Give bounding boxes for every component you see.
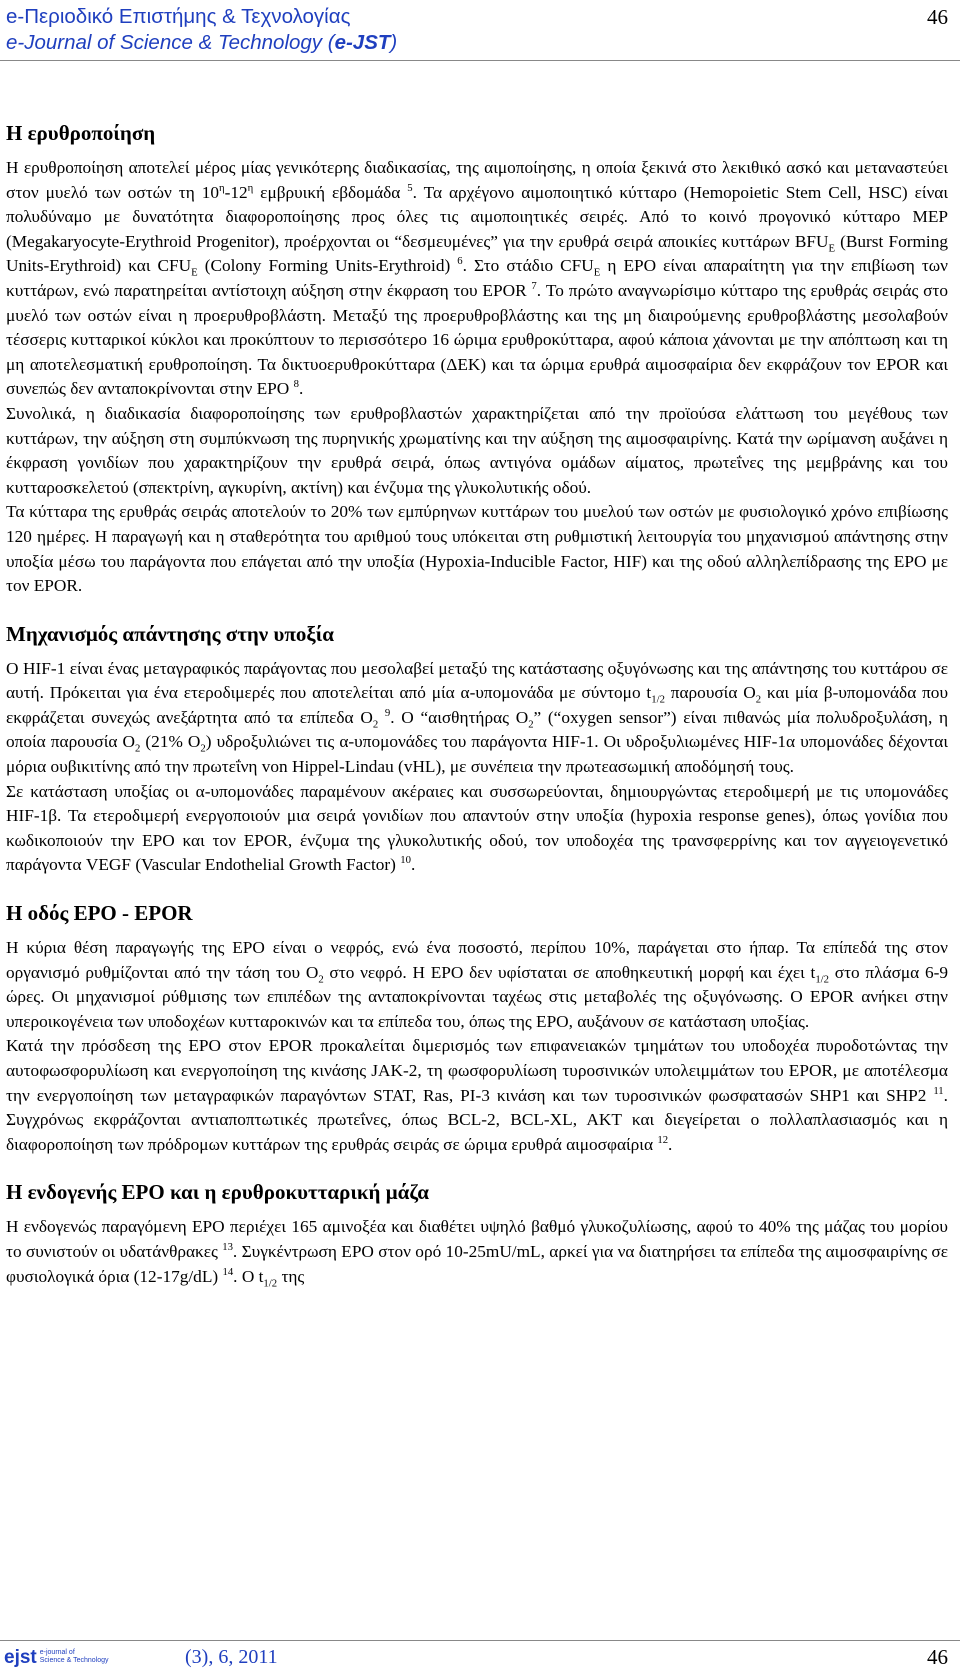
header-divider	[0, 60, 960, 61]
section-heading-hypoxia-response: Μηχανισμός απάντησης στην υποξία	[6, 621, 334, 646]
page-number-top: 46	[927, 5, 948, 29]
paragraph: Η ενδογενώς παραγόμενη EPO περιέχει 165 αμινοξέα και διαθέτει υψηλό βαθμό γλυκοζυλίωσης, αφού το 40% της μάζας του μορίου το συνιστούν οι υδατάνθρακες $^{13}$. Συγκέντρωση EPO στον ορό 10-25mU/mL, αρκεί για να διατηρήσει τα επίπεδα της αιμοσφαιρίνης σε φυσιολογικά όρια (12-17g/dL) $^{14}$. Ο $t_{1/2}$ της	[6, 1217, 949, 1290]
section-heading-epo-epor: Η οδός EPO - EPOR	[6, 901, 193, 926]
paragraph: Η ερυθροποίηση αποτελεί μέρος μίας γενικότερης διαδικασίας, της αιμοποίησης, η οποία ξεκινά στο λεκιθικό ασκό και μεταναστεύει στον μυελό των οστών τη $10^\eta-12^\eta$ εμβρυική εβδομάδα $^5$. Τα αρχέγονο αιμοποιητικό κύτταρο (Hemopoietic Stem Cell, HSC) είναι πολυδύναμο με δυνατότητα διαφοροποίησης προς όλες τις αιμοποιητικές σειρές. Από το κοινό προγονικό κύτταρο MEP (Megakaryocyte-Erythroid Progenitor), προέρχονται οι “δεσμευμένες” για την ερυθρά σειρά αποικίες κυττάρων $BFU_E$ (Burst Forming Units-Erythroid) και $CFU_E$ (Colony Forming Units-Erythroid) $^6$. Στο στάδιο $CFU_E$ η EPO είναι απαραίτητη για την επιβίωση των κυττάρων, ενώ παρατηρείται αντίστοιχη αύξηση στην έκφραση του EPOR $^7$. Το πρώτο αναγνωρίσιμο κύτταρο της ερυθράς σειράς στο μυελό των οστών είναι η προερυθροβλάστη. Μεταξύ της προερυθροβλάστης και της μη διαιρούμενης ερυθροβλάστης μεσολαβούν τέσσερις κυτταρικοί κύκλοι και προκύπτουν το περισσότερο 16 ώριμα ερυθροκύτταρα, αφού κάποια χάνονται με την απόπτωση και τη μη αποτελεσματική ερυθροποίηση. Τα δικτυοερυθροκύτταρα (ΔΕΚ) και τα ώριμα ερυθρά αιμοσφαίρια δεν εκφράζουν τον EPOR και συνεπώς δεν ανταποκρίνονται στην EPO $^8$.	[6, 158, 949, 399]
paragraph: Σε κατάσταση υποξίας οι α-υπομονάδες παραμένουν ακέραιες και συσσωρεύονται, δημιουργώντας ετεροδιμερή με τις υπομονάδες HIF-1β. Τα ετεροδιμερή ενεργοποιούν μια σειρά γονιδίων που απαντούν στην υποξία (hypoxia response genes), όπως γονίδια που κωδικοποιούν την EPO και τον EPOR, ένζυμα της γλυκολυτικής οδού, τον υποδοχέα της τρανσφερρίνης και τον αγγειογενετικό παράγοντα VEGF (Vascular Endothelial Growth Factor) $^{10}$.	[6, 781, 948, 875]
journal-title-english-prefix: e-Journal of Science & Technology (	[6, 31, 335, 54]
paragraph: Ο HIF-1 είναι ένας μεταγραφικός παράγοντας που μεσολαβεί μεταξύ της κατάστασης οξυγόνωσης και της απάντησης του κυττάρου σε αυτή. Πρόκειται για ένα ετεροδιμερές που αποτελείται από μία α-υπομονάδα με σύντομο $t_{1/2}$ παρουσία $O_2$ και μία β-υπομονάδα που εκφράζεται συνεχώς ανεξάρτητα από τα επίπεδα $O_2$ $^9$. Ο “αισθητήρας $O_2$” (“oxygen sensor”) είναι πιθανώς μία πολυδροξυλάση, η οποία παρουσία $O_2$ (21% $O_2$) υδροξυλιώνει τις α-υπομονάδες του παράγοντα HIF-1. Οι υδροξυλιωμένες HIF-1α υπομονάδες δέχονται μόρια ουβικιτίνης από την πρωτεΐνη von Hippel-Lindau (vHL), με συνέπεια την πρωτεασωμική αποδόμησή τους.	[6, 658, 949, 777]
journal-title-english-suffix: )	[390, 31, 398, 54]
journal-abbreviation: e-JST	[334, 31, 391, 54]
journal-title-english	[6, 30, 954, 56]
issue-info: (3), 6, 2011	[185, 1646, 278, 1668]
section-heading-endogenous-epo: Η ενδογενής EPO και η ερυθροκυτταρική μάζα	[6, 1180, 430, 1205]
paragraph: Κατά την πρόσδεση της EPO στον EPOR προκαλείται διμερισμός των επιφανειακών τμημάτων του υποδοχέα πυροδοτώντας την αυτοφωσφορυλίωση και ενεργοποίηση της κινάσης JAK-2, τη φωσφορυλίωση τυροσινικών υπολειμμάτων του EPOR, με αποτέλεσμα την ενεργοποίηση των μεταγραφικών παραγόντων STAT, Ras, PI-3 κινάση και των τυροσινικών φωσφατασών SHP1 και SHP2 $^{11}$. Συγχρόνως εκφράζονται αντιαποπτωτικές πρωτεΐνες, όπως BCL-2, BCL-XL, AKT και διεγείρεται ο πολλαπλασιασμός και η διαφοροποίηση των πρόδρομων κυττάρων της ερυθράς σειράς σε ώριμα ερυθρά αιμοσφαίρια $^{12}$.	[6, 1036, 948, 1154]
page-number-bottom: 46	[927, 1645, 948, 1669]
paragraph: Συνολικά, η διαδικασία διαφοροποίησης των ερυθροβλαστών χαρακτηρίζεται από την προϊούσα ελάττωση του μεγέθους των κυττάρων, την αύξηση στη συμπύκνωση της πυρηνικής χρωματίνης και την αύξηση της αιμοσφαιρίνης. Κατά την ωρίμανση αυξάνει η έκφραση γονιδίων που χαρακτηρίζουν την ερυθρά σειρά, όπως αντιγόνα ομάδων αίματος, πρωτεΐνες της μεμβράνης και του κυτταροσκελετού (σπεκτρίνη, αγκυρίνη, ακτίνη) και ένζυμα της γλυκολυτικής οδού.	[6, 403, 948, 497]
paragraph: Τα κύτταρα της ερυθράς σειράς αποτελούν το 20% των εμπύρηνων κυττάρων του μυελού των οστών με φυσιολογικό χρόνο επιβίωσης 120 ημέρες. Η παραγωγή και η σταθερότητα του αριθμού τους υπόκειται στη ρυθμιστική λειτουργία του μηχανισμού απάντησης στην υποξία μέσω του παράγοντα που επάγεται από την υποξία (Hypoxia-Inducible Factor, HIF) και της οδού αλληλεπίδρασης της EPO με τον EPOR.	[6, 502, 948, 596]
ejst-logo: ejst e-journal of Science & Technology	[4, 1647, 109, 1668]
footer-divider	[0, 1640, 960, 1641]
paragraph: Η κύρια θέση παραγωγής της EPO είναι ο νεφρός, ενώ ένα ποσοστό, περίπου 10%, παράγεται στο ήπαρ. Τα επίπεδά της στον οργανισμό ρυθμίζονται από την τάση του $O_2$ στο νεφρό. Η EPO δεν υφίσταται σε αποθηκευτική μορφή και έχει $t_{1/2}$ στο πλάσμα 6-9 ώρες. Οι μηχανισμοί ρύθμισης των επιπέδων της ανταποκρίνονται ταχέως στις μεταβολές της οξυγόνωσης. Ο EPOR ανήκει στην υπεροικογένεια των υποδοχέων κυτταροκινών και τα επίπεδα του, όπως της EPO, αυξάνουν σε κατάσταση υποξίας.	[6, 938, 948, 1031]
page-footer	[0, 1640, 960, 1672]
journal-title-greek: e-Περιοδικό Επιστήμης & Τεχνολογίας	[6, 5, 351, 28]
page-header	[6, 4, 954, 64]
article-body	[6, 120, 948, 1289]
section-heading-erythropoiesis: Η ερυθροποίηση	[6, 121, 156, 145]
